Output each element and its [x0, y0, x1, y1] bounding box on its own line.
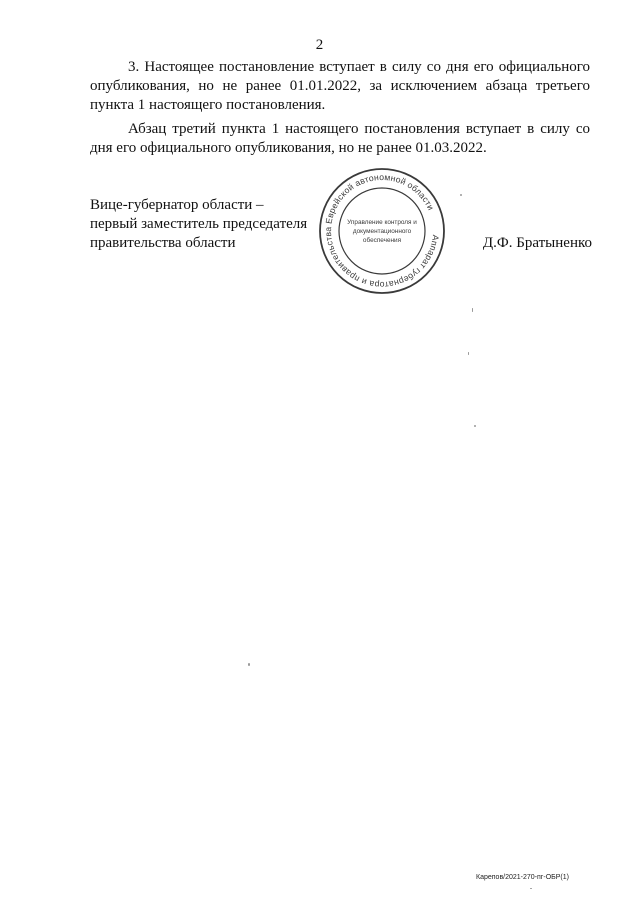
official-seal — [318, 167, 446, 295]
scan-speck — [530, 888, 532, 889]
footer-reference: Карепов/2021-270-пг-ОБР(1) — [476, 874, 569, 881]
seal-center-line: обеспечения — [362, 237, 402, 244]
scan-speck — [472, 308, 473, 312]
document-body — [90, 58, 590, 163]
signatory-position-line: Вице-губернатор области – — [90, 197, 264, 213]
paragraph-exception-clause: Абзац третий пункта 1 настоящего постановления вступает в силу со дня его официального опубликования, но не ранее 01.03.2022. — [90, 121, 590, 156]
scan-speck — [248, 663, 250, 666]
seal-center-line: документационного — [352, 228, 412, 235]
paragraph-effective-date: 3. Настоящее постановление вступает в силу со дня его официального опубликования, но не ранее 01.01.2022, за исключением абзаца третьего пункта 1 настоящего постановления. — [90, 59, 590, 113]
seal-center-line: Управление контроля и — [347, 219, 417, 226]
signatory-position-line: правительства области — [90, 235, 236, 251]
signatory-position-line: первый заместитель председателя — [90, 216, 308, 232]
scan-speck — [468, 352, 469, 355]
signatory-position — [90, 196, 330, 253]
seal-graphic — [318, 167, 446, 295]
scan-speck — [460, 194, 462, 196]
scan-speck — [474, 425, 476, 427]
page-number: 2 — [315, 37, 324, 53]
signatory-name: Д.Ф. Братыненко — [482, 235, 592, 251]
seal-ring-text: Аппарат губернатора и правительства Еврейской автономной области — [322, 171, 441, 291]
